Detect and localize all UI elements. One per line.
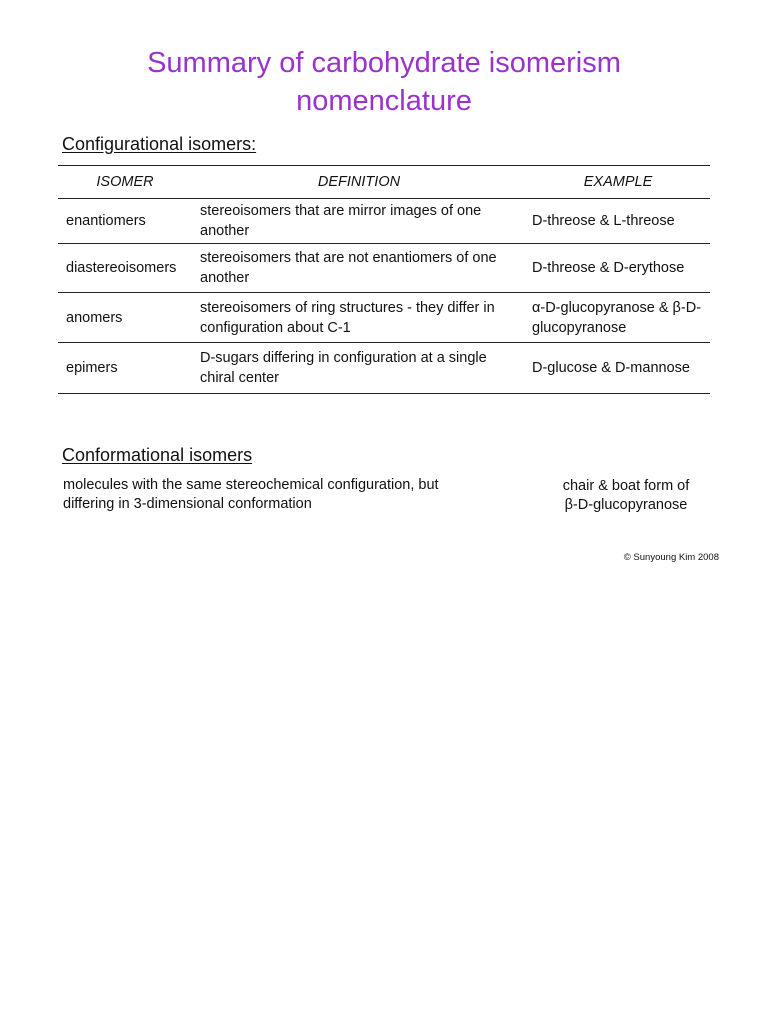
conformational-example-line-2: β-D-glucopyranose — [564, 497, 688, 513]
table-row — [58, 199, 710, 244]
title-line-2: nomenclature — [296, 85, 472, 117]
example-cell: α-D-glucopyranose & β-D-glucopyranose — [526, 293, 710, 343]
table-row — [58, 244, 710, 293]
column-header-example: EXAMPLE — [526, 166, 710, 199]
title-line-1: Summary of carbohydrate isomerism — [147, 47, 621, 79]
isomer-cell: epimers — [58, 343, 192, 394]
conformational-heading: Conformational isomers — [62, 445, 253, 465]
definition-cell: stereoisomers that are not enantiomers of one another — [192, 244, 526, 293]
table-row — [58, 343, 710, 394]
isomer-cell: diastereoisomers — [58, 244, 192, 293]
conformational-example — [530, 477, 722, 515]
column-header-isomer: ISOMER — [58, 166, 192, 199]
isomer-cell: enantiomers — [58, 199, 192, 244]
definition-cell: stereoisomers of ring structures - they differ in configuration about C-1 — [192, 293, 526, 343]
table-row — [58, 293, 710, 343]
isomer-cell: anomers — [58, 293, 192, 343]
configurational-isomers-table — [58, 165, 710, 394]
example-cell: D-glucose & D-mannose — [526, 343, 710, 394]
example-cell: D-threose & D-erythose — [526, 244, 710, 293]
table-header-row — [58, 166, 710, 199]
definition-cell: D-sugars differing in configuration at a single chiral center — [192, 343, 526, 394]
example-cell: D-threose & L-threose — [526, 199, 710, 244]
page-title — [0, 44, 768, 120]
column-header-definition: DEFINITION — [192, 166, 526, 199]
definition-cell: stereoisomers that are mirror images of one another — [192, 199, 526, 244]
conformational-description: molecules with the same stereochemical configuration, but differing in 3-dimensional conformation — [63, 477, 439, 512]
configurational-heading: Configurational isomers: — [62, 134, 257, 154]
conformational-example-line-1: chair & boat form of — [562, 478, 690, 494]
copyright-notice: © Sunyoung Kim 2008 — [623, 552, 719, 563]
